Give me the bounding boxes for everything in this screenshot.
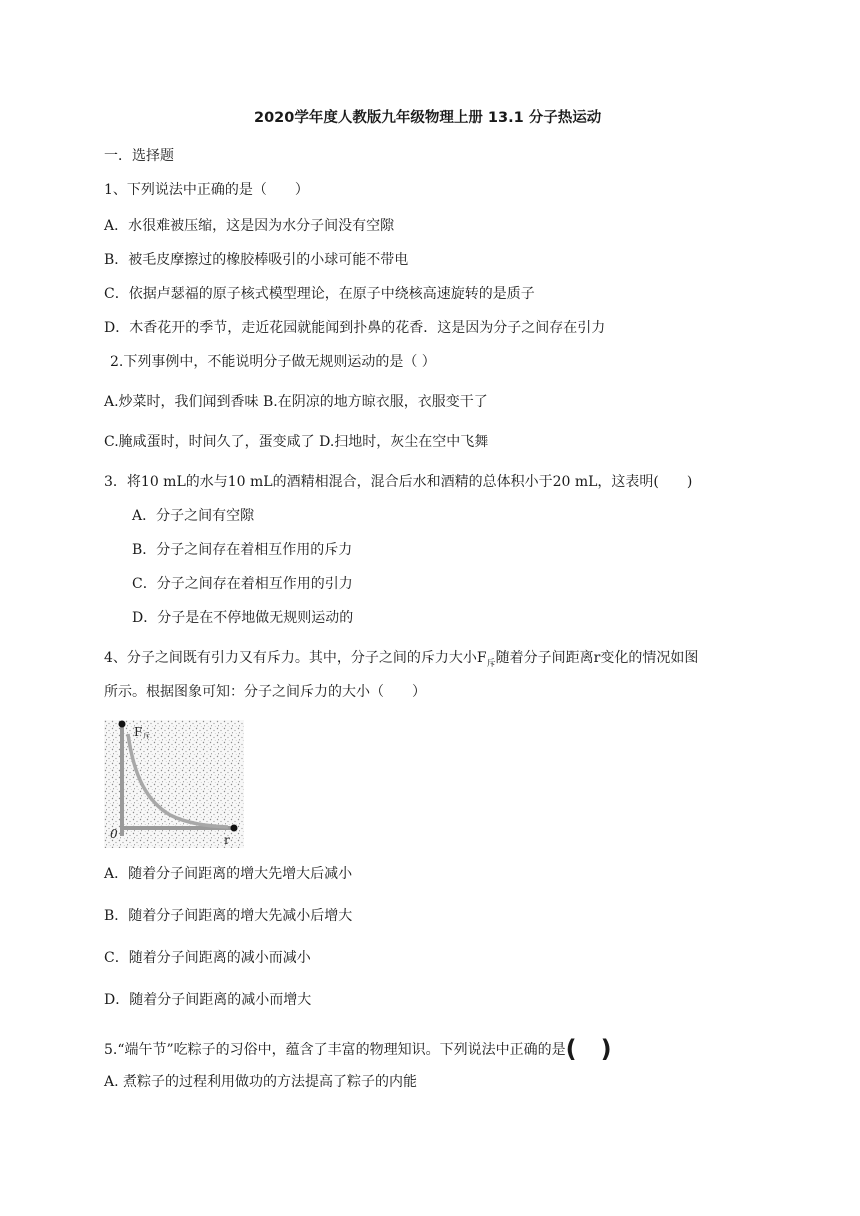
q4-option-d: D．随着分子间距离的减小而增大 — [104, 992, 312, 1008]
q5-option-a: A. 煮粽子的过程利用做功的方法提高了粽子的内能 — [104, 1074, 418, 1090]
section-heading: 一．选择题 — [104, 148, 174, 164]
q2-options-line2: C.腌咸蛋时，时间久了，蛋变咸了 D.扫地时，灰尘在空中飞舞 — [104, 434, 489, 450]
x-axis-arrow — [231, 825, 238, 832]
q5-stem: 5.“端午节”吃粽子的习俗中，蕴含了丰富的物理知识。下列说法中正确的是 — [104, 1042, 566, 1058]
q4-stem-subscript: 斥 — [486, 659, 496, 669]
q1-stem: 1、下列说法中正确的是（ ） — [104, 182, 309, 198]
q3-stem: 3．将10 mL的水与10 mL的酒精相混合，混合后水和酒精的总体积小于20 mL，这表明( ) — [104, 474, 693, 490]
force-distance-graph — [104, 720, 244, 848]
q4-option-c: C．随着分子间距离的减小而减小 — [104, 950, 311, 966]
q4-stem-part2: 随着分子间距离r变化的情况如图 — [495, 650, 699, 666]
q3-option-d: D．分子是在不停地做无规则运动的 — [132, 610, 354, 626]
q5-stem-line — [104, 1035, 612, 1063]
y-axis-label-subscript: 斥 — [143, 732, 150, 740]
y-axis-arrow — [119, 721, 126, 728]
y-axis-label: F — [134, 725, 143, 739]
q4-stem-line1 — [104, 648, 698, 670]
x-axis-label: r — [224, 833, 230, 847]
q2-options-line1: A.炒菜时，我们闻到香味 B.在阴凉的地方晾衣服，衣服变干了 — [104, 394, 488, 410]
origin-label: 0 — [110, 827, 118, 841]
page-title: 2020学年度人教版九年级物理上册 13.1 分子热运动 — [254, 110, 602, 126]
q3-option-b: B．分子之间存在着相互作用的斥力 — [132, 542, 353, 558]
q1-option-b: B．被毛皮摩擦过的橡胶棒吸引的小球可能不带电 — [104, 252, 409, 268]
q1-option-a: A．水很难被压缩，这是因为水分子间没有空隙 — [104, 218, 395, 234]
q1-option-d: D．木香花开的季节，走近花园就能闻到扑鼻的花香．这是因为分子之间存在引力 — [104, 320, 606, 336]
q3-option-a: A．分子之间有空隙 — [132, 508, 255, 524]
q4-option-b: B．随着分子间距离的增大先减小后增大 — [104, 908, 353, 924]
q5-answer-paren: ( ) — [565, 1035, 612, 1063]
q3-option-c: C．分子之间存在着相互作用的引力 — [132, 576, 353, 592]
q2-stem: 2.下列事例中，不能说明分子做无规则运动的是（ ） — [110, 354, 436, 370]
q4-stem-part1: 4、分子之间既有引力又有斥力。其中，分子之间的斥力大小F — [104, 650, 487, 666]
q4-option-a: A．随着分子间距离的增大先增大后减小 — [104, 866, 353, 882]
q1-option-c: C．依据卢瑟福的原子核式模型理论，在原子中绕核高速旋转的是质子 — [104, 286, 535, 302]
q4-stem-line2: 所示。根据图象可知：分子之间斥力的大小（ ） — [104, 684, 426, 700]
